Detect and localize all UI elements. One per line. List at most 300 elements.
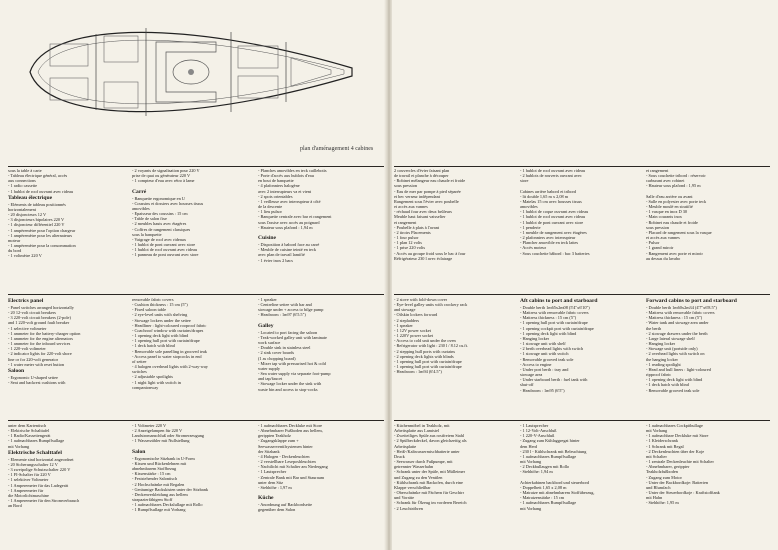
- text-line: - Centreline settee with bar and: [258, 302, 312, 308]
- text-line: - Accès moteur: [520, 245, 547, 251]
- text-line: - 2 Spülbeckdeckel, davon gleichzeitig als: [394, 438, 467, 444]
- text-line: Rangement sous l'évier avec poubelle: [394, 198, 459, 204]
- text-line: - Robinet eau chaude et froide: [646, 219, 698, 225]
- text-line: - 2 spots orientables: [258, 193, 293, 199]
- text-line: - 2 overhead lights with switch on: [646, 351, 705, 357]
- text-line: Cabines arrière babord et tribord: [520, 188, 577, 194]
- text-line: mit Vorhang: [520, 459, 542, 465]
- text-line: avec plan de travail lamifié: [258, 252, 305, 258]
- text-line: - Seat and backrest cushions with: [8, 380, 66, 386]
- text-line: - 1 Amperemeter für das Ladegerät: [8, 482, 69, 488]
- divider: [394, 166, 770, 167]
- text-line: - 1 opening hull port with curtain/drape: [394, 364, 462, 370]
- text-line: - Sea water supply via separate foot-pump: [258, 371, 331, 377]
- text-line: - 1 hublot de roof ouvrant avec rideau: [520, 214, 586, 220]
- text-line: - Disposition à babord face au carré: [258, 242, 320, 248]
- text-line: et bec verseur indépendant: [394, 193, 440, 199]
- text-line: - Zugang zum Kühlaggregat hinter: [520, 438, 580, 444]
- text-line: - 1 opening cockpit port with curtain/drape: [520, 325, 594, 331]
- text-line: - 20 disjoncteurs 12 V: [8, 212, 47, 218]
- text-line: - 1 aufmachbares Rumpffsullage: [520, 453, 577, 459]
- text-line: - Stehhöhe: 1,94 m: [520, 469, 553, 475]
- text-line: - Sous couchette tribord : réservoir: [646, 173, 706, 179]
- text-line: - Double sink in stainless steel: [258, 345, 311, 351]
- text-line: et rangement: [394, 219, 417, 225]
- text-line: - Placard de rangement sous la vasque: [646, 229, 712, 235]
- text-line: - Removable grooved teak sole: [646, 387, 700, 393]
- text-line: - 1 opening hull port with curtain/drape: [394, 358, 462, 364]
- text-line: - 1 opening deck light with blind: [520, 330, 577, 336]
- text-line: and stowage: [394, 307, 416, 313]
- text-line: - 2 adjustable spotlights: [132, 374, 173, 380]
- text-line: - Eau de mer par pompe à pied séparée: [394, 188, 461, 194]
- text-line: and 1 220-volt ground fault breaker: [8, 320, 70, 326]
- text-line: - 2 indicator lights for 220-volt shore: [8, 351, 72, 357]
- text-column: [132, 168, 258, 292]
- text-line: - 2 berth overhead lights with switch: [520, 346, 584, 352]
- text-line: - Planches amovibles en teck caillebotis: [258, 168, 327, 173]
- text-line: - 2 opening deck lights with blinds: [394, 353, 454, 359]
- text-line: - 1 lieu pulsor: [258, 209, 282, 215]
- text-line: - 2 hublots de rouverts ouvrant avec: [520, 173, 582, 179]
- text-line: - 1 plan 12 volts: [394, 240, 422, 246]
- text-line: dem Herd: [520, 443, 538, 449]
- text-column: [132, 297, 258, 417]
- text-line: - Zugang zum Motor: [646, 474, 682, 480]
- text-line: - 1 Lautsprecher: [520, 423, 549, 428]
- text-line: - Elektrische Schalttafel: [8, 428, 50, 434]
- text-column: [646, 423, 770, 547]
- text-line: - 1 aufmachbares Rumpffsullage: [8, 438, 65, 444]
- text-line: - 1 aufmachbares Cockpitbullage: [646, 423, 703, 428]
- text-line: - Unter der Backbordkoje: Batterien: [646, 479, 709, 485]
- text-line: de la descente: [258, 204, 283, 210]
- text-line: - Stehhöhe : 1,97 m: [258, 484, 292, 490]
- text-line: - Stowage locker under the sink with: [258, 381, 322, 387]
- text-line: - Porte d'accès aux hublots d'eau: [258, 173, 314, 179]
- text-line: - 2 Deckenleuchten über der Koje: [646, 448, 705, 454]
- text-line: sous l'assise avec accès au poignard: [258, 219, 320, 225]
- text-line: - Ergonomic U-shaped settee: [8, 374, 58, 380]
- text-line: - Unter der Steuerbordkoje : Kraftstofftank: [646, 490, 720, 496]
- text-line: - Rangement avec porte et miroir: [646, 250, 703, 256]
- text-column: [394, 297, 520, 417]
- text-line: - Robinet mélangeur eau chaude et froide: [394, 178, 466, 184]
- text-line: shut-off: [520, 382, 534, 388]
- text-line: - Tableau électrique général, accès: [8, 173, 68, 179]
- text-line: stowage under + access to bilge pump: [258, 307, 324, 313]
- text-line: - 2 stepping hull ports with curtains: [394, 348, 456, 354]
- text-line: au dessus du lavabo: [646, 255, 681, 261]
- text-line: - 2 stowage drawers under the berth: [646, 330, 708, 336]
- text-line: - 1 opening deck light with blind: [646, 377, 703, 383]
- text-line: Arbeitsplatte: [394, 443, 417, 449]
- text-line: - 1 220V power socket: [394, 333, 434, 339]
- text-line: Landstromanschluß oder Stromerzeugung: [132, 433, 205, 439]
- right-page: [392, 0, 778, 550]
- text-line: - Table de salon fixe: [132, 216, 167, 222]
- text-line: - Stowage lockers under the settee: [132, 317, 191, 323]
- text-line: - Stehhöhe: 1,95 m: [646, 500, 679, 506]
- text-line: - Cushion thickness : 15 cm (5"): [132, 302, 188, 308]
- text-line: - Head and hull liners : light-coloured: [646, 366, 711, 372]
- text-line: mit Schalter: [646, 453, 667, 459]
- text-column: Electrics panel - Panel switches arranged horizontally - 20 12-volt circuit breakers - 3 220-volt circuit breakers (2-pole) and 1 220-volt ground fault breaker - 1 selective voltmeter - 1 ammeter for the battery-charger option - 1 ammeter for the engine alternators - 1 ammeter for the inboard services - 1 220-volt voltmeter - 2 indicator lights for 220-volt shore line or for 220-volt generator - 1 water meter with reset button Saloon - Ergonomic U-shaped settee - Seat and backrest cushions with: [8, 297, 132, 417]
- text-line: - 1 Amperemeter für den Stromverbrauch: [8, 498, 80, 504]
- text-line: - Oilskin lockers forward: [394, 312, 438, 318]
- text-line: mit Vorhang: [8, 443, 30, 449]
- text-line: getrennter Wasserhahn: [394, 464, 434, 470]
- text-line: - 1 220-volt voltmeter: [8, 346, 46, 352]
- divider: [8, 420, 384, 421]
- text-line: - 1 ammeter for the engine alternators: [8, 335, 73, 341]
- text-line: - Zweiteiliges Spüle aus rostfreiem Stahl: [394, 433, 465, 439]
- text-line: waste bin and access to stop-cocks: [258, 386, 318, 392]
- text-line: - 1 voltmètre 220 V: [8, 253, 42, 259]
- text-line: - Double berth 1m60x2m34 (4'7"x6'8.5"): [646, 305, 717, 310]
- text-line: - Banquette centrale avec bar et rangement: [258, 214, 332, 220]
- text-line: Achterkabinen backbord und steuerbord: [520, 479, 590, 485]
- text-column: [646, 168, 770, 292]
- text-line: - 1 ampèremètre pour les alternateurs: [8, 232, 73, 238]
- text-line: - Hanging locker: [646, 341, 676, 347]
- text-line: - Anordnung auf Backbordseite: [258, 502, 313, 508]
- text-line: - 1 speaker: [258, 297, 277, 302]
- text-line: aux connections: [8, 178, 36, 184]
- text-line: - 4 Halogen - Deckenleuchten: [258, 453, 310, 459]
- text-line: - Doppelbett 1,65 x 2,08 m: [520, 484, 567, 490]
- text-line: - 2 stove with fold-down cover: [394, 297, 448, 302]
- text-line: - Poubelle à plats à l'avant: [394, 224, 440, 230]
- text-line: - Feststehender Salontisch: [132, 476, 178, 482]
- text-line: - Seewasser durch Fußpumpe, mit: [394, 459, 453, 465]
- text-line: der Sitzbank: [258, 448, 280, 454]
- text-line: - Meuble de cuisine teinté en teck: [258, 247, 316, 253]
- text-line: moteur: [8, 237, 21, 243]
- text-line: - 1 ampèremètre pour l'option chargeur: [8, 227, 76, 233]
- text-line: - 1 ammeter for the inboard services: [8, 341, 71, 347]
- text-line: - Located to port facing the saloon: [258, 329, 318, 335]
- text-line: prise de quai ou générateur 220 V: [132, 173, 191, 179]
- text-line: work surface: [258, 340, 281, 346]
- text-line: - 1 meuble de rangement avec étagères: [520, 229, 587, 235]
- text-line: - 1 FI-Schalter für 220 V: [8, 472, 51, 478]
- text-column: [394, 423, 520, 547]
- text-line: Klappe verschließbar: [394, 484, 431, 490]
- text-line: - Mattress thickness : 15 cm (5"): [646, 315, 703, 321]
- text-line: - 1 Rumpffsullage mit Vorhang: [132, 507, 186, 513]
- text-line: - 4 plafonniers halogène: [258, 183, 300, 189]
- text-line: - 1 ampèremètre pour la consommation: [8, 243, 76, 249]
- text-line: - 1 speaker: [394, 322, 413, 328]
- text-line: en bout de banquette: [258, 178, 294, 184]
- text-line: et accès aux vannes: [646, 235, 680, 241]
- text-line: - 4 halogen overhead lights with 2-way-way: [132, 364, 208, 370]
- text-line: - Removable sole panelling in grooved teak: [132, 348, 207, 354]
- text-line: strapazierfähigem Stoff: [132, 497, 173, 503]
- text-line: - Double berth 1m65x2m08 (5'4"x6'10"): [520, 305, 590, 310]
- text-line: - 230 l - Kühlschrank mit Beleuchtung: [520, 448, 587, 454]
- text-line: mit Vorhang: [646, 428, 668, 434]
- text-line: - 1 ammeter for the battery-charger option: [8, 330, 81, 336]
- text-line: - 1 Kleiderschrank: [646, 438, 678, 444]
- text-line: - Refrigerator with light : 230 l / 8.12 cu.ft.: [394, 343, 468, 349]
- text-line: - Abnehmbarer, gerippter: [646, 464, 690, 470]
- text-line: stowage area: [520, 372, 543, 378]
- text-line: horizontalement: [8, 206, 36, 212]
- text-line: - Oberschränke mit Fächern für Geschirr: [394, 490, 465, 496]
- section-heading: Cuisine: [258, 235, 277, 242]
- text-line: 2 couvercles d'évier faisant plan: [394, 168, 450, 173]
- text-line: - 1 hublot de pont ouvrant avec store: [520, 219, 584, 225]
- text-line: Meuble haut faisant vaisselier: [394, 214, 446, 220]
- text-line: - 1 disjoncteur différentiel 220 V: [8, 222, 65, 228]
- text-line: avec 2 interrupteurs va et vient: [258, 188, 312, 194]
- text-column: [394, 168, 520, 292]
- text-line: - Pulsor: [646, 240, 660, 246]
- text-line: - 1 grand miroir: [646, 245, 674, 251]
- text-line: - Accès au groupe froid sous le bac à four: [394, 250, 466, 256]
- text-line: - 1 night light with switch in: [132, 379, 181, 385]
- text-line: - 1 Lautsprecher: [258, 469, 287, 475]
- text-line: - 1 12V power socket: [394, 327, 431, 333]
- text-line: - Hanging locker: [520, 335, 550, 341]
- text-line: - Mattress with removable fabric covers: [646, 310, 715, 316]
- text-line: mit Vorhang: [520, 505, 542, 511]
- text-line: - Mattress thickness : 15 cm (5"): [520, 315, 577, 321]
- text-line: - Deckenverkleidung aus hellem: [132, 491, 188, 497]
- text-line: - 1 hublot de coque ouvrant avec rideau: [520, 209, 589, 215]
- text-line: - Kissen und Rückenlehnen mit: [132, 460, 187, 466]
- text-line: companionway: [132, 384, 159, 390]
- text-line: - Under starboard berth : fuel tank with: [520, 377, 588, 383]
- text-line: - Headliner : light-coloured rooproof fabric: [132, 322, 207, 328]
- text-line: - 1 deck hatch with blind: [132, 343, 175, 349]
- text-line: abnehmbarem Stoffbezug: [132, 466, 177, 472]
- text-line: - 1 évier inox 2 bacs: [258, 257, 293, 263]
- text-line: - Removable grooved teak sole: [520, 356, 574, 362]
- text-line: - Coffres de rangement classiques: [132, 226, 191, 232]
- text-line: unter dem Sitz: [258, 479, 284, 485]
- text-line: - 1 12-Volt-Anschluß: [520, 428, 557, 434]
- text-column: sous la table à carte - Tableau électrique général, accès aux connections - 1 radio cassette - 1 hublot de roof ouvrant avec rideau Tableau électrique - Eléments de tableau positionnés horizontalement - 20 disjoncteurs 12 V - 3 disjoncteurs bipolaires 220 V - 1 disjoncteur différentiel 220 V - 1 ampèremètre pour l'option chargeur - 1 ampèremètre pour les alternateurs moteur - 1 ampèremètre pour la consommation du bord - 1 voltmètre 220 V: [8, 168, 132, 292]
- text-line: - 1 stowage unit with shelf: [520, 341, 566, 347]
- text-line: sous pression: [646, 224, 670, 230]
- text-column: [258, 423, 384, 547]
- text-line: - 1 aufmachbares Deckluke mit Store: [258, 423, 323, 428]
- text-line: - Meuble moulé en stratifié: [646, 204, 693, 210]
- text-line: - 2 sink cover boards: [258, 350, 295, 356]
- text-line: ripproof fabric: [646, 372, 672, 378]
- text-line: - 2 Leuchtröhren: [394, 505, 423, 511]
- text-line: and tap/faucet: [258, 376, 283, 382]
- text-line: of settee: [132, 358, 147, 364]
- text-line: - 1 water meter with reset button: [8, 361, 65, 367]
- text-line: mit Hahn: [646, 495, 663, 501]
- divider: [8, 294, 384, 295]
- french-text-band: [394, 168, 770, 292]
- english-text-band: [394, 297, 770, 417]
- text-line: - 1 aufmachbares Rumpffsullage: [520, 500, 577, 506]
- text-line: - Epaisseur des coussins : 15 cm: [132, 211, 188, 217]
- text-line: - 1 hublot de roof ouvrant avec rideau: [132, 247, 198, 253]
- text-column: [520, 168, 646, 292]
- text-line: - Mattress with removable fabric covers: [520, 310, 589, 316]
- french-text-band: [8, 168, 384, 292]
- text-line: - 3 disjoncteurs bipolaires 220 V: [8, 217, 65, 223]
- text-line: - Coussins et dossiers avec housses tissus: [132, 200, 204, 206]
- text-line: - 1 Wasserzähler mit Nullstellung: [132, 438, 190, 444]
- text-line: de travail et planche à découper: [394, 173, 449, 179]
- text-line: - 1 zentrale Deckenleuchte mit Schalter: [646, 459, 714, 465]
- text-line: - 20 12-volt circuit breakers: [8, 310, 56, 316]
- text-line: - 1 prise 220 volts: [394, 245, 426, 251]
- text-line: - Schrank unter der Spüle, mit Mülleimer: [394, 469, 466, 475]
- text-line: - Plancher amovible en teck lattes: [520, 240, 579, 246]
- text-line: - 1 veilleuse avec interrupteur à côté: [258, 198, 321, 204]
- text-column: Aft cabins to port and starboard - Double berth 1m65x2m08 (5'4"x6'10") - Mattress with removable fabric covers - Mattress thickness : 15 cm (5") - 1 opening hull port with curtain/drape - 1 opening cockpit port with curtain/drape - 1 opening deck light with blind - Hanging locker - 1 stowage unit with shelf - 2 berth overhead lights with switch - 1 stowage unit with switch - Removable grooved teak sole - Access to engine - Under port berth : tray and stowage area - Under starboard berth : fuel tank with shut-off - Headroom : 1m95 (6'5"): [520, 297, 646, 417]
- text-line: - Küchenmöbel in Teakholz, mit: [394, 423, 450, 428]
- text-line: - 1 stowage unit with switch: [520, 351, 569, 357]
- text-line: - 1 Schrank mit Regal: [646, 443, 684, 449]
- section-heading: Carré: [132, 188, 147, 195]
- text-line: - 1 aufmachbare Deckluke mit Store: [646, 433, 709, 439]
- text-line: - Access panel to water stopcocks in end: [132, 353, 202, 359]
- text-line: - Abnehmbarer Fußboden aus hellem,: [258, 428, 323, 434]
- text-line: - 2 verstellbare Leseposhleuchten: [258, 459, 316, 465]
- text-line: - Banquette ergonomique en U: [132, 195, 185, 201]
- text-line: - Mixer tap with pressurised hot & cold: [258, 360, 326, 366]
- text-line: unter dem Kartentisch: [8, 423, 47, 428]
- text-line: - réchaud four avec deux brûleurs: [394, 209, 452, 215]
- text-column: Forward cabins to port and starboard - Double berth 1m60x2m34 (4'7"x6'8.5") - Mattress with removable fabric covers - Mattress thickness : 15 cm (5") - Water tank and stowage area under the berth - 2 stowage drawers under the berth - Large lateral stowage shelf - Hanging locker - Stowage unit (portside only) - 2 overhead lights with switch on the hanging locker - 1 reading spotlight - Head and hull liners : light-coloured ripproof fabric - 1 opening deck light with blind - 1 deck hatch with blind - Removable grooved teak sole: [646, 297, 770, 417]
- text-line: sous pression: [394, 183, 418, 189]
- german-text-band: [8, 423, 384, 547]
- text-line: - Eye-level galley units with crockery rack: [394, 302, 468, 308]
- text-line: - 1 selektiver Voltmeter: [8, 477, 49, 483]
- text-line: - Stowage unit (portside only): [646, 346, 698, 352]
- text-line: - Elemente sind horizontal angeordnet: [8, 456, 74, 462]
- text-line: - 3 220-volt circuit breakers (2-pole): [8, 315, 71, 321]
- text-line: - Headroom : 1m97 (6'5.5"): [258, 312, 306, 318]
- text-line: - 1 panneau de pont ouvrant avec store: [132, 252, 199, 258]
- text-line: - Zentrale Bank mit Bar und Stauraum: [258, 474, 325, 480]
- text-line: Teakholzfußboden: [646, 469, 678, 475]
- text-line: - Large lateral stowage shelf: [646, 335, 695, 341]
- section-heading: Küche: [258, 495, 274, 502]
- text-line: - Salle en polyester avec porte teck: [646, 198, 707, 204]
- text-line: - Water tank and stowage area under: [646, 320, 709, 326]
- text-line: - Hauteur sous plafond : 1,94 m: [258, 224, 313, 230]
- text-line: - Under port berth : tray and: [520, 366, 569, 372]
- text-line: gegenüber dem Salon: [258, 507, 296, 513]
- text-line: - Zugangsklappe zum +: [258, 438, 299, 444]
- text-line: - 1 opening deck light with blind: [132, 333, 189, 339]
- text-line: - 1 Voltmeter 220 V: [132, 423, 167, 428]
- text-line: - Nachtlicht mit Schalter am Niedergang: [258, 464, 328, 470]
- text-line: - Eléments de tableau positionnés: [8, 201, 66, 207]
- text-line: carburant avec robinet: [646, 178, 685, 184]
- text-line: - 1 four pulsor: [394, 235, 419, 241]
- text-line: - Main courants inox: [646, 214, 682, 220]
- text-line: - Vaigrage de roof avec rideaux: [132, 236, 186, 242]
- text-line: - Panel switches arranged horizontally: [8, 305, 74, 310]
- text-line: - 1 radio cassette: [8, 183, 37, 189]
- text-line: - 1 opening hull port with curtain/drape: [132, 338, 200, 344]
- text-line: und Vorräte: [394, 495, 415, 501]
- text-line: Arbeitsplatte aus Lamistel: [394, 428, 440, 434]
- left-page: [0, 0, 386, 550]
- text-line: - 3 zweipolige Schutzschalter 220 V: [8, 467, 71, 473]
- divider: [8, 166, 384, 167]
- section-heading: Galley: [258, 322, 274, 329]
- text-line: - Geräumige Backskisten unter der Sitzbank: [132, 486, 209, 492]
- text-line: - 1 hublot de roof ouvrant avec rideau: [520, 168, 586, 173]
- text-line: - 1 220-V-Anschluß: [520, 433, 555, 439]
- text-line: - 1 hublot de pont ouvrant avec store: [132, 242, 196, 248]
- text-line: gerippten Teakholz: [258, 433, 291, 439]
- text-line: switches: [132, 369, 147, 375]
- text-line: the hanging locker: [646, 356, 678, 362]
- text-line: - Teak-worked galley unit with laminate: [258, 334, 327, 340]
- text-line: - 2 stepladders: [394, 317, 420, 323]
- text-line: - 1 aufmachbares Deckslullage mit Rollo: [132, 502, 203, 508]
- text-line: die Motorlichtmaschine: [8, 492, 49, 498]
- text-line: - 1 opening hull port with curtain/drape: [520, 320, 588, 326]
- text-line: amovibles: [520, 204, 538, 210]
- text-line: store: [520, 178, 529, 184]
- divider: [394, 420, 770, 421]
- german-text-band: [394, 423, 770, 547]
- text-line: - 2 tiroirs Placements: [394, 229, 431, 235]
- text-line: - Kühlschrank mit Backofen, durch eine: [394, 479, 463, 485]
- text-line: - 1 penderie: [520, 224, 541, 230]
- text-line: et accès aux vannes: [394, 204, 428, 210]
- text-line: - Ergonomische Sitzbank in U-Form: [132, 455, 195, 461]
- text-line: water supply: [258, 365, 281, 371]
- text-line: - 2 Deckbullaugen mit Rollo: [520, 464, 570, 470]
- text-line: - Matelas 15 cm avec housses tissus: [520, 198, 582, 204]
- text-line: - 2 meubles hauts avec étagères: [132, 221, 187, 227]
- text-line: Seewasserventilsystemen hinter: [258, 443, 313, 449]
- text-line: - Kissenstärke : 15 cm: [132, 471, 171, 477]
- text-line: - Matratze mit abnehmbarem Stoffüberzug,: [520, 490, 595, 496]
- text-line: sous la banquette: [132, 231, 162, 237]
- text-column: [258, 297, 384, 417]
- text-line: - 1 hublot de roof ouvrant avec rideau: [8, 188, 74, 194]
- text-column: unter dem Kartentisch - Elektrische Schalttafel - 1 Radio/Kassettengerät - 1 aufmachbares Rumpffsullage mit Vorhang Elektrische Schalttafel - Elemente sind horizontal angeordnet - 20 Sicherungsschalter 12 V - 3 zweipolige Schutzschalter 220 V - 1 FI-Schalter für 220 V - 1 selektiver Voltmeter - 1 Amperemeter für das Ladegerät - 1 Amperemeter für die Motorlichtmaschine - 1 Amperemeter für den Stromverbrauch an Bord: [8, 423, 132, 547]
- text-line: - Coachroof window with curtains/drapes: [132, 327, 204, 333]
- text-line: - Matratzenstärke : 15 cm: [520, 495, 565, 501]
- text-line: - 1 reading spotlight: [646, 361, 681, 367]
- text-column: [132, 423, 258, 547]
- text-line: - 2 Hochschränke mit Regalen: [132, 481, 185, 487]
- text-line: du bord: [8, 248, 22, 254]
- text-line: - 1 Amperemeter für: [8, 487, 44, 493]
- text-line: - 1 deck hatch with blind: [646, 382, 689, 388]
- text-line: - Hauteur sous plafond : 1,95 m: [646, 183, 701, 189]
- text-line: - 2 plafonniers avec interrupteur: [520, 235, 576, 241]
- text-line: und Blumfach: [646, 484, 671, 490]
- deck-layout-plan: [26, 12, 356, 132]
- text-line: - 2 Anzeigelampen für 220 V: [132, 428, 183, 434]
- section-heading: Salon: [132, 448, 146, 455]
- text-line: et rangement: [646, 168, 669, 173]
- text-line: - 2 eye-level units with shelving: [132, 312, 188, 318]
- text-line: - 1 Radio/Kassettengerät: [8, 433, 51, 439]
- text-line: - Headroom : 1m95 (6'5"): [520, 387, 565, 393]
- text-line: - lit double 1,65 m x 2,08 m: [520, 193, 569, 199]
